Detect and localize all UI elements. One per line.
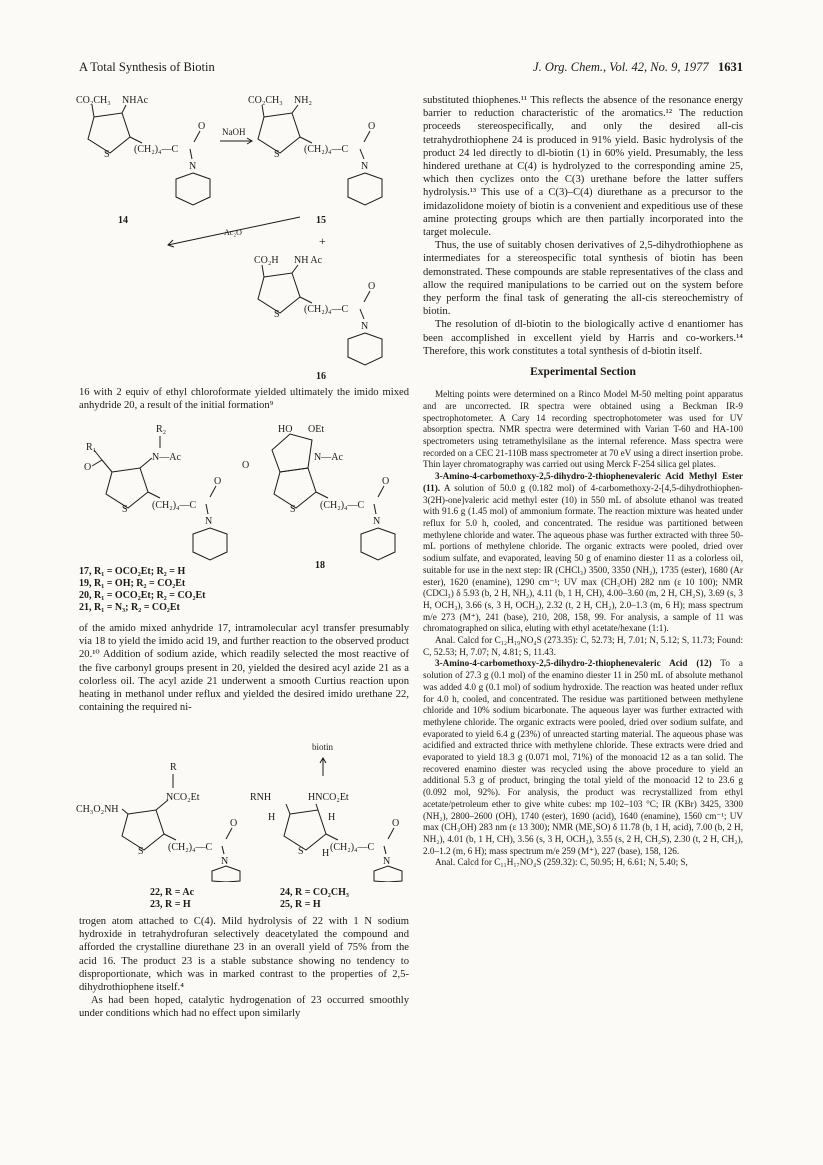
ring-17 bbox=[106, 468, 148, 508]
carbonyl-oxygen-17b: O bbox=[214, 476, 222, 487]
piperidine-ring-17 bbox=[193, 528, 227, 560]
piperidine-nitrogen-24: N bbox=[383, 856, 391, 867]
compound-number-16: 16 bbox=[316, 371, 326, 382]
piperidine-ring-24 bbox=[374, 866, 402, 882]
hydrogen-c3: H bbox=[268, 812, 276, 823]
compound-entry: 21, R₁ = N₃; R₂ = CO₂Et bbox=[79, 602, 180, 613]
compound-entry: 25, R = H bbox=[280, 899, 321, 910]
sulfur-atom-18: S bbox=[290, 504, 296, 515]
piperidine-ring-14 bbox=[176, 173, 210, 205]
running-title: A Total Synthesis of Biotin bbox=[79, 60, 215, 74]
carbonyl-oxygen-15: O bbox=[368, 121, 376, 132]
paragraph-text: trogen atom attached to C(4). Mild hydrolysis of 22 with 1 N sodium hydroxide in tetrahydrofuran selectively deacetylated the compound and afforded the crystalline diurethane 23 in an overall yield of 75% from the acid 16. The product 23 is a stable substance showing no tendency to disproportionate, which was in marked contrast to the properties of 2,5-dihydrothiophene itself.⁴ bbox=[79, 916, 409, 994]
product-biotin: biotin bbox=[312, 742, 334, 752]
sulfur-atom-17: S bbox=[122, 504, 128, 515]
left-paragraph-3 bbox=[79, 915, 409, 1021]
piperidine-ring-22 bbox=[212, 866, 240, 882]
compound-number-14: 14 bbox=[118, 215, 128, 226]
oxazine-ring-18 bbox=[272, 434, 312, 472]
piperidine-ring-18 bbox=[361, 528, 395, 560]
side-chain-22: (CH₂)₄—C bbox=[168, 842, 213, 853]
side-chain-24: (CH₂)₄—C bbox=[330, 842, 375, 853]
substituent-co2h: CO₂H bbox=[254, 255, 279, 266]
piperidine-ring-16 bbox=[348, 333, 382, 365]
reagent-ac2o: Ac₂O bbox=[224, 228, 242, 237]
compound-list-24-25 bbox=[280, 887, 349, 911]
section-heading: Experimental Section bbox=[530, 366, 636, 379]
substituent-r1: R₁ bbox=[86, 442, 97, 453]
experimental-text: Melting points were determined on a Rinco Model M-50 melting point apparatus and are uncorrected. IR spectra were obtained using a Beckman IR-9 spectrophotometer. A Cary 14 recording spectrophotometer was used for UV absorption spectra. NMR spectra were determined with Varian T-60 and HA-100 spectrometers using tetramethylsilane as the internal reference. Mass spectra were recorded on a CEC 21-110B mass spectrometer at 70 eV using a direct insertion probe. Thin layer chromatography was carried out using Merck F-254 silica gel plates. bbox=[423, 389, 743, 470]
side-chain-15: (CH₂)₄—C bbox=[304, 144, 349, 155]
side-chain-16: (CH₂)₄—C bbox=[304, 304, 349, 315]
nco2et-group: NCO₂Et bbox=[166, 792, 200, 803]
left-paragraph-1 bbox=[79, 386, 409, 412]
substituent-co2ch3: CO₂CH₃ bbox=[76, 95, 111, 106]
experimental-body bbox=[423, 389, 743, 869]
piperidine-nitrogen-18: N bbox=[373, 516, 381, 527]
procedure-text: To a solution of 27.3 g (0.1 mol) of the enamino diester 11 in 250 mL of absolute methanol was added 4.0 g (0.1 mol) of sodium hydroxide. The reaction was heated under reflux for 4.0 h, cooled, and concentrated. The residue was partitioned between methylene chloride and 10% sodium bicarbonate. The aqueous layer was further extracted with methylene chloride. The organic extracts were pooled, dried over sodium sulfate, and evaporated to yield 6.4 g (23%) of unreacted starting material. The aqueous phase was acidified and extracted thrice with methylene chloride. These extracts were dried and evaporated to yield 18.3 g (0.071 mol, 71%) of the monoacid 12 as a tan solid. The recovered enamino diester was recycled using the above procedure to yield an additional 5.3 g of product, bringing the total yield of the monoacid 12 to 23.6 g (0.092 mol, 92%). For analysis, the product was recrystallized from ethyl acetate/petroleum ether to give white cubes: mp 102–103 °C; IR (KBr) 3425, 3300 (NH₂), 2800–2600 (OH), 1740 (ester), 1690 (acid), 1640 (enamine), 1560 cm⁻¹; UV max (CH₃OH) 283 nm (ε 13 300); NMR (ME₂SO) δ 11.78 (b, 1 H, acid), 7.00 (b, 2 H, NH₂), 4.01 (b, 1 H, CH), 3.56 (s, 3 H, OCH₃), 3.55 (s, 2 H, CH₂S), 2.30 (t, 2 H, CH₂), 2.0–1.2 (m, 6 H); mass spectrum m/e 259 (M⁺), 227 (base), 158, 126. bbox=[423, 658, 743, 856]
paragraph-text: of the amido mixed anhydride 17, intramolecular acyl transfer presumably via 18 to yield the imido acid 19, and further reaction to the observed product 20.¹⁰ Addition of sodium azide, which readily selected the most reactive of the five carbonyl groups present in 20, yielded the desired acyl azide 21 as a colorless oil. The acyl azide 21 underwent a smooth Curtius reaction upon heating in methanol under reflux and yielded the desired imido urethane 22, containing the required ni- bbox=[79, 623, 409, 714]
carbonyl-oxygen-17: O bbox=[84, 462, 92, 473]
substituent-nh2: NH₂ bbox=[294, 95, 312, 106]
paragraph-text: 16 with 2 equiv of ethyl chloroformate yielded ultimately the imido mixed anhydride 20, a result of the initial formation⁹ bbox=[79, 387, 409, 412]
compound-entry: 22, R = Ac bbox=[150, 887, 195, 898]
procedure-title: 3-Amino-4-carbomethoxy-2,5-dihydro-2-thiophenevaleric Acid Methyl Ester (11). bbox=[423, 471, 743, 493]
ring-18 bbox=[274, 468, 316, 508]
reagent-naoh: NaOH bbox=[222, 127, 246, 137]
side-chain-18: (CH₂)₄—C bbox=[320, 500, 365, 511]
piperidine-nitrogen: N bbox=[189, 161, 197, 172]
ethoxy-group: OEt bbox=[308, 424, 325, 435]
compound-entry: 17, R₁ = OCO₂Et; R₂ = H bbox=[79, 566, 186, 577]
carbonyl-oxygen: O bbox=[198, 121, 206, 132]
compound-entry: 20, R₁ = OCO₂Et; R₂ = CO₂Et bbox=[79, 590, 206, 601]
hydrogen-c4: H bbox=[328, 812, 336, 823]
compound-number-18: 18 bbox=[315, 560, 325, 571]
carbamate-group: CH₃O₂NH bbox=[76, 804, 119, 815]
sulfur-atom-16: S bbox=[274, 309, 280, 320]
journal-name: J. Org. Chem., Vol. 42, No. 9, 1977 bbox=[533, 60, 709, 74]
n-acetyl-group: N—Ac bbox=[152, 452, 181, 463]
substituent-r: R bbox=[170, 762, 177, 773]
analysis-text: Anal. Calcd for C₁₁H₁₇NO₄S (259.32): C, 50.95; H, 6.61; N, 5.40; S, bbox=[435, 857, 688, 868]
sulfur-atom-24: S bbox=[298, 846, 304, 857]
piperidine-nitrogen-15: N bbox=[361, 161, 369, 172]
compound-entry: 19, R₁ = OH; R₂ = CO₂Et bbox=[79, 578, 186, 589]
left-paragraph-2 bbox=[79, 622, 409, 714]
sulfur-atom: S bbox=[104, 149, 110, 160]
piperidine-nitrogen-17: N bbox=[205, 516, 213, 527]
ring-24 bbox=[284, 810, 326, 850]
paragraph-text: The resolution of dl-biotin to the biologically active d enantiomer has been accomplished in excellent yield by Harris and co-workers.¹⁴ Therefore, this work constitutes a total synthesis of d-biotin itself. bbox=[423, 319, 743, 357]
side-chain: (CH₂)₄—C bbox=[134, 144, 179, 155]
hnco2et-group: HNCO₂Et bbox=[308, 792, 349, 803]
scheme-compounds-14-15-16 bbox=[72, 85, 412, 385]
ring-16 bbox=[258, 273, 300, 313]
n-acetyl-group-18: N—Ac bbox=[314, 452, 343, 463]
carbonyl-oxygen-18: O bbox=[382, 476, 390, 487]
hydroxy-group: HO bbox=[278, 424, 293, 435]
carbonyl-oxygen-16: O bbox=[368, 281, 376, 292]
paragraph-text: substituted thiophenes.¹¹ This reflects the absence of the resonance energy barrier to reduction characteristic of the aromatics.¹² The reduction proceeds stereospecifically, and only the desired all-cis tetrahydrothiophene 24 is produced in 91% yield. Basic hydrolysis of the product 24 led directly to dl-biotin (1) in 60% yield. Presumably, the less hindered urethane at C(4) is hydrolyzed to the corresponding amine 25, which then cyclizes onto the C(3) urethane before the latter suffers hydrolysis.¹³ This use of a C(3)–C(4) diurethane as a precursor to the imidazolidone moiety of biotin is a convenient and expeditious use of these amine protecting groups which are then partially incorporated into the target molecule. bbox=[423, 95, 743, 239]
sulfur-atom-22: S bbox=[138, 846, 144, 857]
compound-number-15: 15 bbox=[316, 215, 326, 226]
carbonyl-oxygen-22: O bbox=[230, 818, 238, 829]
ring-14 bbox=[88, 113, 130, 153]
sulfur-atom-15: S bbox=[274, 149, 280, 160]
right-column bbox=[423, 94, 743, 869]
piperidine-ring-15 bbox=[348, 173, 382, 205]
side-chain-17: (CH₂)₄—C bbox=[152, 500, 197, 511]
carbonyl-oxygen-24: O bbox=[392, 818, 400, 829]
page-number: 1631 bbox=[718, 60, 743, 74]
paragraph-text: As had been hoped, catalytic hydrogenation of 23 occurred smoothly under conditions which had no effect upon similarly bbox=[79, 995, 409, 1020]
paragraph-text: Thus, the use of suitably chosen derivatives of 2,5-dihydrothiophene as intermediates for a stereospecific total synthesis of biotin has been demonstrated. These compounds are stable representatives of the class and allow the required manipulations to be carried out on the system before they perform the final task of generating the all-cis stereochemistry of biotin. bbox=[423, 240, 743, 318]
analysis-text: Anal. Calcd for C₁₂H₁₉NO₄S (273.35): C, 52.73; H, 7.01; N, 5.12; S, 11.73; Found: C, 52.53; H, 7.07; N, 4.81; S, 11.43. bbox=[423, 635, 743, 657]
substituent-co2ch3-15: CO₂CH₃ bbox=[248, 95, 283, 106]
plus-sign: + bbox=[319, 234, 326, 248]
scheme-compounds-17-21 bbox=[72, 420, 412, 570]
rnh-group: RNH bbox=[250, 792, 272, 803]
lactone-oxygen: O bbox=[242, 460, 250, 471]
substituent-r2: R₂ bbox=[156, 424, 167, 435]
piperidine-nitrogen-16: N bbox=[361, 321, 369, 332]
compound-list-22-23 bbox=[150, 887, 194, 911]
ring-15 bbox=[258, 113, 300, 153]
compound-entry: 24, R = CO₂CH₃ bbox=[280, 887, 349, 898]
substituent-nhac-16: NH Ac bbox=[294, 255, 323, 266]
hydrogen-c2: H bbox=[322, 848, 330, 859]
procedure-text: A solution of 50.0 g (0.182 mol) of 4-carbomethoxy-2-[4,5-dihydrothiophen-3(2H)-one]valeric acid methyl ester (10) in 550 mL of absolute ethanol was treated with 91.6 g (1.45 mol) of ammonium formate. The reaction mixture was heated under reflux for 5.0 h, cooled, and concentrated. The residue was partitioned between methylene chloride and water. The aqueous phase was further extracted with three 50-mL portions of methylene chloride. The organic extracts were pooled, dried over sodium sulfate, and evaporated, leaving 50 g of enamino diester 11 as a colorless oil, suitable for use in the next step: IR (CHCl₃) 3500, 3350 (NH₂), 1735 (ester), 1680 (Ar ester), 1620 (enamine), 1290 cm⁻¹; UV max (CH₃OH) 282 nm (ε 10 100); NMR (CDCl₃) δ 5.93 (b, 2 H, NH₂), 4.11 (b, 1 H, CH), 4.00–3.60 (m, 2 H, CH₂S), 3.69 (s, 3 H, OCH₃), 3.66 (s, 3 H, OCH₃), 2.32 (t, 2 H, CH₂), 2.0–1.3 (m, 6 H); mass spectrum m/e 273 (M⁺), 241 (base), 210, 208, 158, 99. For analysis, a sample of 11 was chromatographed on silica, eluting with ethyl acetate/hexane (1:1). bbox=[423, 482, 743, 634]
scheme-compounds-22-25 bbox=[72, 742, 412, 882]
journal-citation bbox=[533, 60, 743, 75]
substituent-nhac: NHAc bbox=[122, 95, 149, 106]
procedure-title: 3-Amino-4-carbomethoxy-2,5-dihydro-2-thiophenevaleric Acid (12) bbox=[435, 658, 712, 669]
ring-22 bbox=[122, 810, 164, 850]
piperidine-nitrogen-22: N bbox=[221, 856, 229, 867]
compound-entry: 23, R = H bbox=[150, 899, 191, 910]
compound-list-17-21 bbox=[79, 566, 205, 614]
